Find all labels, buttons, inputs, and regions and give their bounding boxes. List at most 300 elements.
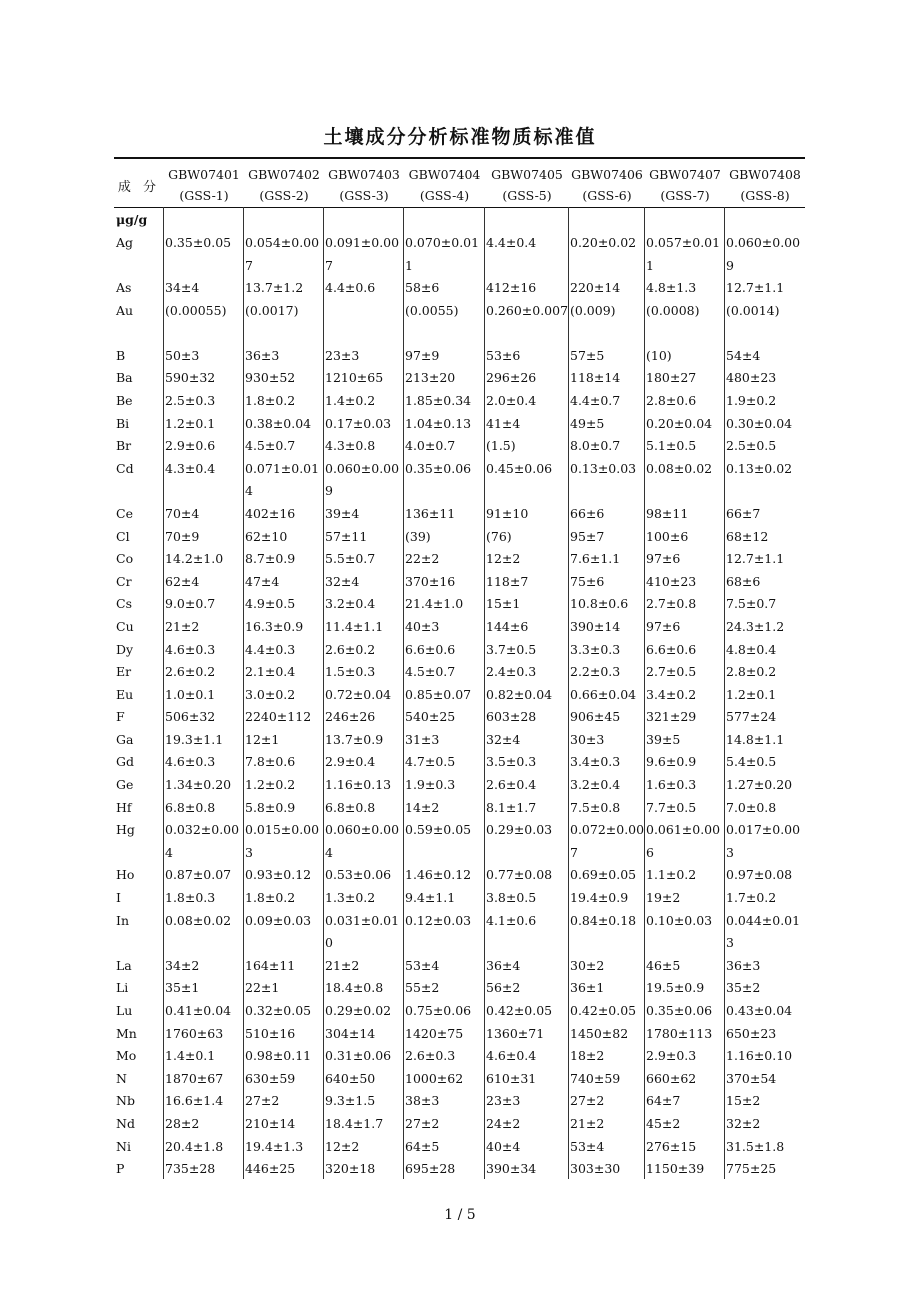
value-cell: 21±2 xyxy=(325,957,360,973)
value-cell: 0.072±0.007 xyxy=(570,822,645,860)
value-cell: 1.9±0.3 xyxy=(405,777,456,793)
sample-code: GBW07406 xyxy=(571,167,643,182)
value-cell: 390±34 xyxy=(486,1161,537,1177)
value-cell: 480±23 xyxy=(726,370,777,386)
value-cell: 1780±113 xyxy=(646,1025,713,1041)
value-cell: 0.057±0.011 xyxy=(646,235,721,273)
value-cell: 1360±71 xyxy=(486,1025,545,1041)
value-cell: 370±16 xyxy=(405,573,456,589)
sample-name: (GSS-3) xyxy=(339,188,389,203)
value-cell: 0.060±0.009 xyxy=(726,235,801,273)
value-cell: 9.6±0.9 xyxy=(646,754,697,770)
value-cell: 75±6 xyxy=(570,573,605,589)
value-cell: 4.5±0.7 xyxy=(405,664,456,680)
value-cell: 9.3±1.5 xyxy=(325,1093,376,1109)
value-cell: 19±2 xyxy=(646,890,681,906)
element-name: Dy xyxy=(116,641,134,657)
value-cell: 1.34±0.20 xyxy=(165,777,232,793)
page-title: 土壤成分分析标准物质标准值 xyxy=(323,126,597,148)
value-cell: 36±4 xyxy=(486,957,521,973)
element-name: Hg xyxy=(116,822,135,838)
table-row xyxy=(114,819,805,864)
value-cell: 402±16 xyxy=(245,505,296,521)
element-name: La xyxy=(116,957,132,973)
value-cell: 296±26 xyxy=(486,370,537,386)
header-sample xyxy=(485,159,569,207)
value-cell: 22±1 xyxy=(245,980,280,996)
value-cell: 2240±112 xyxy=(245,709,312,725)
value-cell: 0.29±0.03 xyxy=(486,822,553,838)
element-name: Ga xyxy=(116,731,134,747)
value-cell: 0.20±0.02 xyxy=(570,235,637,250)
value-cell: 0.69±0.05 xyxy=(570,867,637,883)
value-cell: 16.3±0.9 xyxy=(245,618,304,634)
table-row xyxy=(114,706,805,729)
table-row xyxy=(114,1068,805,1091)
value-cell: 4.4±0.7 xyxy=(570,392,621,408)
value-cell: 16.6±1.4 xyxy=(165,1093,224,1109)
value-cell: 68±12 xyxy=(726,528,769,544)
value-cell: 3.0±0.2 xyxy=(245,686,296,702)
column-divider xyxy=(243,207,244,1179)
value-cell: 0.35±0.06 xyxy=(405,460,472,476)
value-cell: 2.5±0.3 xyxy=(165,392,216,408)
sample-code: GBW07402 xyxy=(248,167,320,182)
value-cell: 210±14 xyxy=(245,1115,296,1131)
table-row xyxy=(114,751,805,774)
value-cell: 53±6 xyxy=(486,347,521,363)
value-cell: 7.0±0.8 xyxy=(726,799,777,815)
value-cell: 660±62 xyxy=(646,1070,697,1086)
value-cell: 22±2 xyxy=(405,551,440,567)
value-cell: 3.3±0.3 xyxy=(570,641,621,657)
value-cell: 27±2 xyxy=(245,1093,280,1109)
sample-code: GBW07401 xyxy=(168,167,240,182)
element-name: Ho xyxy=(116,867,135,883)
sample-name: (GSS-5) xyxy=(502,188,552,203)
value-cell: 14±2 xyxy=(405,799,440,815)
table-row xyxy=(114,1136,805,1159)
value-cell: 5.1±0.5 xyxy=(646,438,697,454)
value-cell: 446±25 xyxy=(245,1161,296,1177)
value-cell: 7.6±1.1 xyxy=(570,551,621,567)
element-name: Mo xyxy=(116,1048,137,1064)
value-cell: 56±2 xyxy=(486,980,521,996)
value-cell: 2.0±0.4 xyxy=(486,392,537,408)
value-cell: 4.9±0.5 xyxy=(245,596,296,612)
value-cell: 41±4 xyxy=(486,415,521,431)
value-cell: 34±2 xyxy=(165,957,200,973)
column-divider xyxy=(323,207,324,1179)
element-name: Au xyxy=(116,302,134,318)
value-cell: 0.85±0.07 xyxy=(405,686,472,702)
value-cell: 0.091±0.007 xyxy=(325,235,400,273)
value-cell: 930±52 xyxy=(245,370,296,386)
element-name: Cr xyxy=(116,573,132,589)
value-cell: 47±4 xyxy=(245,573,280,589)
value-cell: 0.45±0.06 xyxy=(486,460,553,476)
value-cell: 4.7±0.5 xyxy=(405,754,456,770)
value-cell: 0.071±0.014 xyxy=(245,460,320,499)
element-name: Gd xyxy=(116,754,134,770)
value-cell: (1.5) xyxy=(486,438,516,454)
value-cell: 5.5±0.7 xyxy=(325,551,376,567)
value-cell: 45±2 xyxy=(646,1115,681,1131)
element-name: F xyxy=(116,709,125,725)
value-cell: 0.08±0.02 xyxy=(646,460,713,476)
value-cell: 695±28 xyxy=(405,1161,456,1177)
value-cell: 246±26 xyxy=(325,709,376,725)
value-cell: 66±7 xyxy=(726,505,761,521)
value-cell: 4.8±0.4 xyxy=(726,641,777,657)
value-cell: 57±11 xyxy=(325,528,368,544)
value-cell: 0.044±0.013 xyxy=(726,912,801,951)
value-cell: 70±4 xyxy=(165,505,200,521)
value-cell: 0.72±0.04 xyxy=(325,686,392,702)
element-name: Bi xyxy=(116,415,130,431)
element-name: Lu xyxy=(116,1003,133,1018)
table-row xyxy=(114,571,805,594)
value-cell: 410±23 xyxy=(646,573,697,589)
table-row xyxy=(114,774,805,797)
table-row xyxy=(114,1113,805,1136)
table-row xyxy=(114,232,805,277)
value-cell: 36±1 xyxy=(570,980,605,996)
value-cell: 12.7±1.1 xyxy=(726,280,785,296)
value-cell: 9.4±1.1 xyxy=(405,890,456,906)
value-cell: 1760±63 xyxy=(165,1025,224,1041)
table-row xyxy=(114,661,805,684)
value-cell: 370±54 xyxy=(726,1070,777,1086)
value-cell: 19.3±1.1 xyxy=(165,731,224,747)
value-cell: 97±6 xyxy=(646,618,681,634)
value-cell: 0.66±0.04 xyxy=(570,686,637,702)
value-cell: 8.7±0.9 xyxy=(245,551,296,567)
value-cell: 0.31±0.06 xyxy=(325,1048,392,1064)
value-cell: 57±5 xyxy=(570,347,605,363)
value-cell: 40±3 xyxy=(405,618,440,634)
value-cell: 390±14 xyxy=(570,618,621,634)
value-cell: 0.061±0.006 xyxy=(646,822,721,860)
table-row xyxy=(114,797,805,820)
sample-name: (GSS-4) xyxy=(419,188,470,203)
value-cell: 27±2 xyxy=(405,1115,440,1131)
table-row xyxy=(114,1090,805,1113)
value-cell: 1.4±0.2 xyxy=(325,392,376,408)
value-cell: 0.38±0.04 xyxy=(245,415,312,431)
column-divider xyxy=(644,207,645,1179)
value-cell: 54±4 xyxy=(726,347,761,363)
value-cell: 0.75±0.06 xyxy=(405,1003,472,1018)
table-row xyxy=(114,684,805,707)
value-cell: 630±59 xyxy=(245,1070,296,1086)
value-cell: 15±1 xyxy=(486,596,521,612)
value-cell: 4.5±0.7 xyxy=(245,438,296,454)
value-cell: 0.41±0.04 xyxy=(165,1003,232,1018)
element-name: Cd xyxy=(116,460,134,476)
value-cell: 4.1±0.6 xyxy=(486,912,537,928)
element-name: Er xyxy=(116,664,132,680)
page-number: 1 / 5 xyxy=(444,1207,476,1223)
value-cell: 0.060±0.004 xyxy=(325,822,400,860)
table-row xyxy=(114,955,805,978)
value-cell: (0.0014) xyxy=(726,302,780,318)
element-name: P xyxy=(116,1161,125,1177)
value-cell: 4.0±0.7 xyxy=(405,438,456,454)
value-cell: 1.2±0.1 xyxy=(726,686,777,702)
value-cell: 3.2±0.4 xyxy=(325,596,376,612)
value-cell: 3.8±0.5 xyxy=(486,890,537,906)
element-name: Ba xyxy=(116,370,133,386)
value-cell: 97±9 xyxy=(405,347,440,363)
value-cell: 118±14 xyxy=(570,370,621,386)
value-cell: 603±28 xyxy=(486,709,537,725)
column-divider xyxy=(484,207,485,1179)
value-cell: 7.5±0.7 xyxy=(726,596,777,612)
value-cell: 610±31 xyxy=(486,1070,537,1086)
header-sample xyxy=(324,159,404,207)
value-cell: 0.87±0.07 xyxy=(165,867,232,883)
value-cell: 0.42±0.05 xyxy=(486,1003,553,1018)
value-cell: 4.4±0.6 xyxy=(325,280,376,296)
value-cell: 50±3 xyxy=(165,347,200,363)
value-cell: 1.8±0.2 xyxy=(245,392,296,408)
value-cell: 0.08±0.02 xyxy=(165,912,232,928)
value-cell: 36±3 xyxy=(726,957,761,973)
value-cell: 2.9±0.3 xyxy=(646,1048,697,1064)
element-name: Eu xyxy=(116,686,134,702)
value-cell: 2.6±0.2 xyxy=(325,641,376,657)
sample-code: GBW07408 xyxy=(729,167,801,182)
element-name: N xyxy=(116,1070,127,1086)
value-cell: (39) xyxy=(405,528,431,544)
value-cell: 0.17±0.03 xyxy=(325,415,392,431)
value-cell: 180±27 xyxy=(646,370,697,386)
value-cell: 3.5±0.3 xyxy=(486,754,537,770)
value-cell: 2.7±0.5 xyxy=(646,664,697,680)
value-cell: 1.04±0.13 xyxy=(405,415,472,431)
value-cell: 62±4 xyxy=(165,573,200,589)
value-cell: 735±28 xyxy=(165,1161,216,1177)
table-row xyxy=(114,639,805,662)
value-cell: 32±4 xyxy=(325,573,360,589)
value-cell: 1.5±0.3 xyxy=(325,664,376,680)
table-row xyxy=(114,864,805,887)
value-cell: 3.2±0.4 xyxy=(570,777,621,793)
value-cell: 14.2±1.0 xyxy=(165,551,224,567)
value-cell: 6.6±0.6 xyxy=(405,641,456,657)
table-row xyxy=(114,1023,805,1046)
value-cell: 7.5±0.8 xyxy=(570,799,621,815)
value-cell: 21.4±1.0 xyxy=(405,596,464,612)
value-cell: 1210±65 xyxy=(325,370,384,386)
table-row xyxy=(114,1000,805,1023)
value-cell: 24±2 xyxy=(486,1115,521,1131)
sample-name: (GSS-7) xyxy=(660,188,710,203)
value-cell: 0.032±0.004 xyxy=(165,822,240,860)
value-cell: 1.1±0.2 xyxy=(646,867,697,883)
header-sample xyxy=(164,159,244,207)
value-cell: 0.017±0.003 xyxy=(726,822,801,860)
value-cell: 506±32 xyxy=(165,709,216,725)
value-cell: 58±6 xyxy=(405,280,440,296)
value-cell: 21±2 xyxy=(165,618,200,634)
value-cell: 1.2±0.2 xyxy=(245,777,296,793)
value-cell: 0.070±0.011 xyxy=(405,235,480,273)
value-cell: 32±2 xyxy=(726,1115,761,1131)
value-cell: 2.6±0.3 xyxy=(405,1048,456,1064)
value-cell: 0.20±0.04 xyxy=(646,415,713,431)
value-cell: 28±2 xyxy=(165,1115,200,1131)
value-cell: 98±11 xyxy=(646,505,689,521)
table-row xyxy=(114,910,805,955)
value-cell: 0.59±0.05 xyxy=(405,822,472,838)
table-row xyxy=(114,593,805,616)
element-name: B xyxy=(116,347,126,363)
table-row xyxy=(114,277,805,300)
value-cell: 0.09±0.03 xyxy=(245,912,312,928)
table-row xyxy=(114,729,805,752)
table-body xyxy=(114,232,805,1181)
value-cell: 1.2±0.1 xyxy=(165,415,216,431)
value-cell: 0.77±0.08 xyxy=(486,867,553,883)
value-cell: 0.13±0.03 xyxy=(570,460,637,476)
table-row xyxy=(114,458,805,503)
value-cell: (0.00055) xyxy=(165,302,227,318)
value-cell: 906±45 xyxy=(570,709,621,725)
value-cell: 53±4 xyxy=(570,1138,605,1154)
value-cell: 1450±82 xyxy=(570,1025,629,1041)
table-row xyxy=(114,1045,805,1068)
value-cell: 0.10±0.03 xyxy=(646,912,713,928)
value-cell: (0.0008) xyxy=(646,302,700,318)
header-component xyxy=(114,159,164,207)
value-cell: 0.32±0.05 xyxy=(245,1003,312,1018)
value-cell: 213±20 xyxy=(405,370,456,386)
column-divider xyxy=(163,207,164,1179)
value-cell: 10.8±0.6 xyxy=(570,596,629,612)
value-cell: 0.12±0.03 xyxy=(405,912,472,928)
element-name: Co xyxy=(116,551,134,567)
header-sample xyxy=(404,159,485,207)
value-cell: 23±3 xyxy=(325,347,360,363)
value-cell: 144±6 xyxy=(486,618,529,634)
element-name: Be xyxy=(116,392,133,408)
value-cell: 1.16±0.10 xyxy=(726,1048,793,1064)
value-cell: 55±2 xyxy=(405,980,440,996)
value-cell: 15±2 xyxy=(726,1093,761,1109)
value-cell: 2.1±0.4 xyxy=(245,664,296,680)
value-cell: 1870±67 xyxy=(165,1070,224,1086)
value-cell: 12±1 xyxy=(245,731,280,747)
value-cell: 1.8±0.2 xyxy=(245,890,296,906)
table-row xyxy=(114,548,805,571)
table-row xyxy=(114,435,805,458)
value-cell: 0.29±0.02 xyxy=(325,1003,392,1018)
value-cell: 2.9±0.6 xyxy=(165,438,216,454)
element-name: Cs xyxy=(116,596,132,612)
value-cell: 0.015±0.003 xyxy=(245,822,320,860)
value-cell: 66±6 xyxy=(570,505,605,521)
value-cell: 40±4 xyxy=(486,1138,521,1154)
value-cell: 1.46±0.12 xyxy=(405,867,472,883)
value-cell: 0.35±0.05 xyxy=(165,235,232,250)
value-cell: 20.4±1.8 xyxy=(165,1138,224,1154)
value-cell: 3.4±0.3 xyxy=(570,754,621,770)
table-row xyxy=(114,616,805,639)
table-row xyxy=(114,300,805,345)
value-cell: 136±11 xyxy=(405,505,456,521)
value-cell: 0.82±0.04 xyxy=(486,686,553,702)
value-cell: 2.5±0.5 xyxy=(726,438,777,454)
value-cell: 540±25 xyxy=(405,709,456,725)
header-sample xyxy=(569,159,645,207)
value-cell: 32±4 xyxy=(486,731,521,747)
value-cell: 70±9 xyxy=(165,528,200,544)
element-name: Ge xyxy=(116,777,134,793)
value-cell: 0.42±0.05 xyxy=(570,1003,637,1018)
value-cell: 5.4±0.5 xyxy=(726,754,777,770)
value-cell: 8.0±0.7 xyxy=(570,438,621,454)
value-cell: 321±29 xyxy=(646,709,697,725)
value-cell: 2.8±0.6 xyxy=(646,392,697,408)
value-cell: 320±18 xyxy=(325,1161,376,1177)
value-cell: 0.054±0.007 xyxy=(245,235,320,273)
value-cell: 39±4 xyxy=(325,505,360,521)
sample-code: GBW07407 xyxy=(649,167,721,182)
value-cell: 2.6±0.4 xyxy=(486,777,537,793)
value-cell: 23±3 xyxy=(486,1093,521,1109)
value-cell: 21±2 xyxy=(570,1115,605,1131)
value-cell: 18.4±1.7 xyxy=(325,1115,384,1131)
value-cell: 13.7±1.2 xyxy=(245,280,304,296)
value-cell: 1.8±0.3 xyxy=(165,890,216,906)
value-cell: 9.0±0.7 xyxy=(165,596,216,612)
value-cell: 62±10 xyxy=(245,528,288,544)
element-name: Cu xyxy=(116,618,134,634)
value-cell: 24.3±1.2 xyxy=(726,618,785,634)
element-name: Mn xyxy=(116,1025,137,1041)
element-name: Br xyxy=(116,438,132,454)
element-name: Ce xyxy=(116,505,133,521)
table-header xyxy=(114,157,805,208)
value-cell: 650±23 xyxy=(726,1025,777,1041)
value-cell: 2.2±0.3 xyxy=(570,664,621,680)
value-cell: 640±50 xyxy=(325,1070,376,1086)
value-cell: 49±5 xyxy=(570,415,605,431)
value-cell: 19.4±0.9 xyxy=(570,890,629,906)
value-cell: 2.6±0.2 xyxy=(165,664,216,680)
value-cell: 6.8±0.8 xyxy=(165,799,216,815)
value-cell: 0.35±0.06 xyxy=(646,1003,713,1018)
value-cell: 0.031±0.010 xyxy=(325,912,400,951)
table-row xyxy=(114,977,805,1000)
value-cell: 220±14 xyxy=(570,280,621,296)
value-cell: 1.9±0.2 xyxy=(726,392,777,408)
value-cell: 1.85±0.34 xyxy=(405,392,472,408)
value-cell: 4.6±0.4 xyxy=(486,1048,537,1064)
value-cell: 775±25 xyxy=(726,1161,777,1177)
value-cell: 118±7 xyxy=(486,573,529,589)
value-cell: 95±7 xyxy=(570,528,605,544)
value-cell: 12±2 xyxy=(325,1138,360,1154)
value-cell: 4.3±0.8 xyxy=(325,438,376,454)
value-cell: 64±7 xyxy=(646,1093,681,1109)
value-cell: 0.13±0.02 xyxy=(726,460,793,476)
value-cell: 30±2 xyxy=(570,957,605,973)
value-cell: 18±2 xyxy=(570,1048,605,1064)
value-cell: 164±11 xyxy=(245,957,296,973)
